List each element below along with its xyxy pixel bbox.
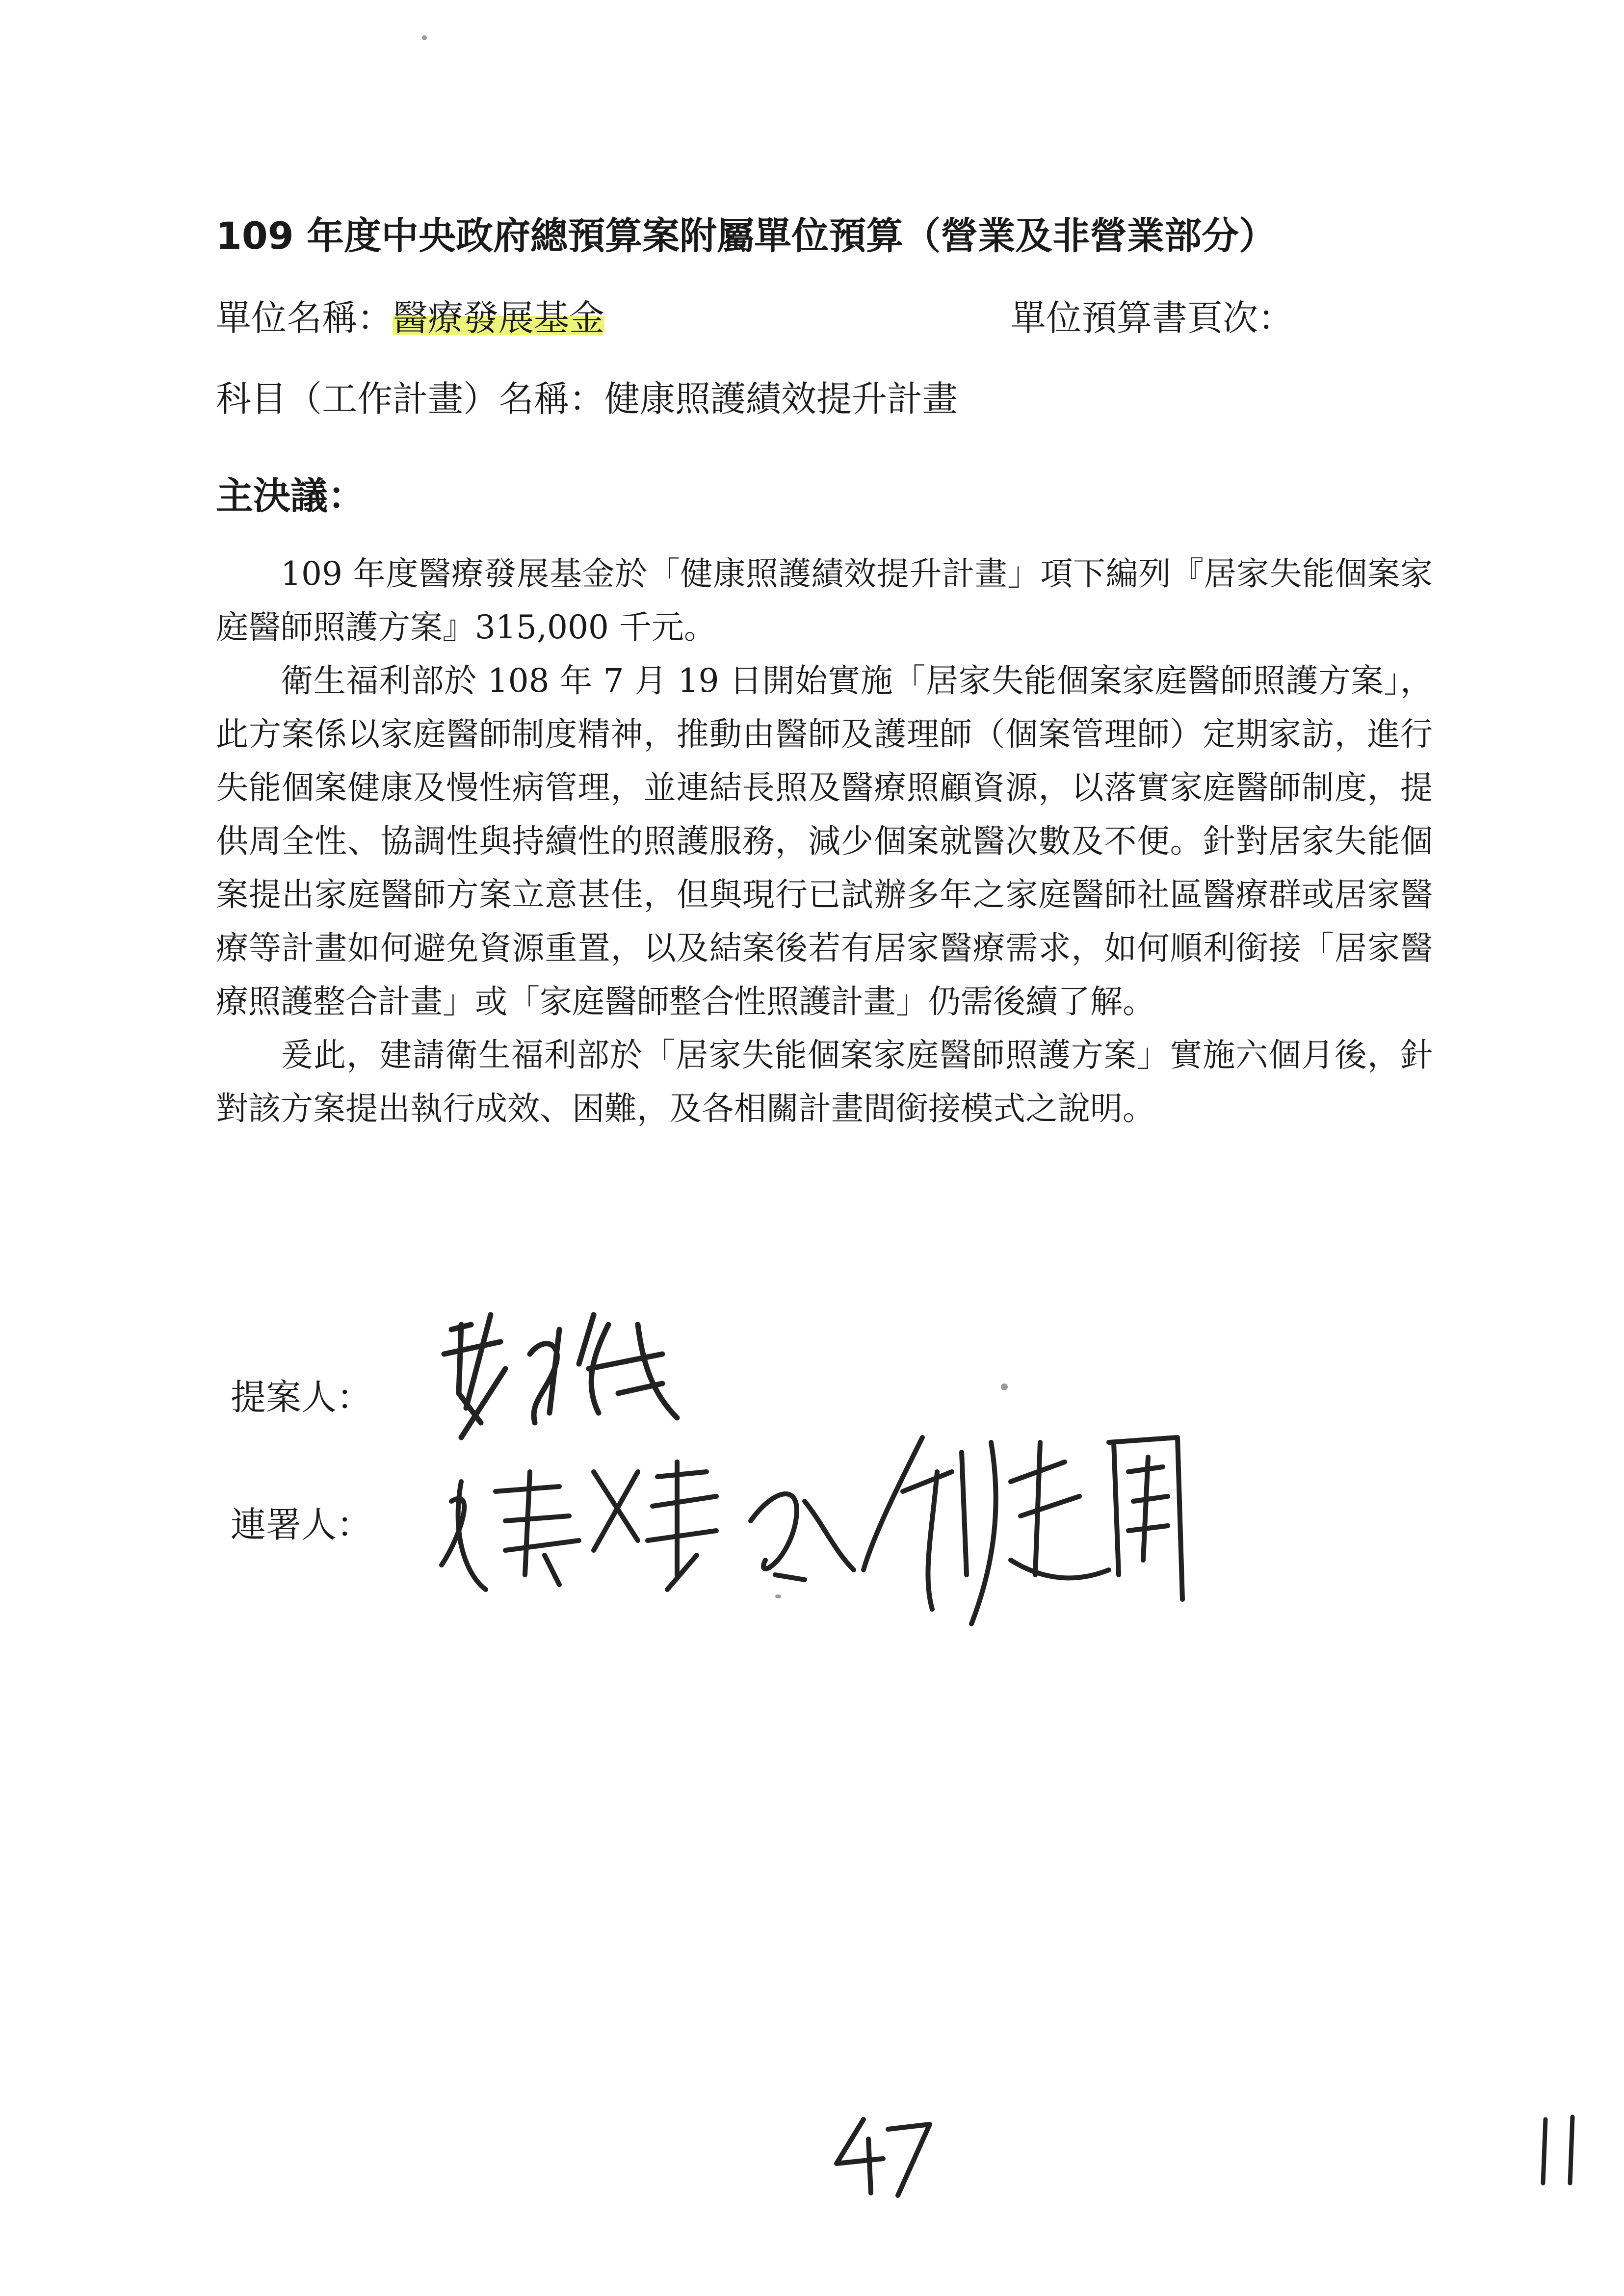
subject-name: 健康照護績效提升計畫 <box>604 378 958 419</box>
page-title: 109 年度中央政府總預算案附屬單位預算（營業及非營業部分） <box>216 214 1277 258</box>
handwritten-corner-mark <box>1531 2110 1590 2195</box>
paragraph: 爰此，建請衛生福利部於「居家失能個案家庭醫師照護方案」實施六個月後，針對該方案提出執行成效、困難，及各相關計畫間銜接模式之說明。 <box>216 1036 1433 1127</box>
cosigner-label: 連署人： <box>231 1504 372 1545</box>
scan-speck <box>775 1594 781 1598</box>
unit-name: 醫療發展基金 <box>393 297 605 339</box>
resolution-body <box>216 547 1433 1135</box>
unit-row <box>216 289 1492 340</box>
scan-speck <box>1001 1383 1008 1390</box>
unit-label: 單位名稱： <box>216 297 393 339</box>
resolution-heading: 主決議： <box>216 474 365 518</box>
page-ref-label: 單位預算書頁次： <box>1011 297 1294 339</box>
cosigner-signature <box>432 1413 1197 1639</box>
subject-label: 科目（工作計畫）名稱： <box>216 378 605 419</box>
paragraph: 109 年度醫療發展基金於「健康照護績效提升計畫」項下編列『居家失能個案家庭醫師照護方案』315,000 千元。 <box>216 555 1433 646</box>
subject-row <box>216 370 1492 421</box>
proposer-label: 提案人： <box>231 1377 372 1418</box>
handwritten-page-number <box>829 2110 937 2200</box>
scan-speck <box>422 35 427 40</box>
paragraph: 衛生福利部於 108 年 7 月 19 日開始實施「居家失能個案家庭醫師照護方案」，此方案係以家庭醫師制度精神，推動由醫師及護理師（個案管理師）定期家訪，進行失能個案健康及慢性病管理，並連結長照及醫療照顧資源，以落實家庭醫師制度，提供周全性、協調性與持續性的照護服務，減少個案就醫次數及不便。針對居家失能個案提出家庭醫師方案立意甚佳，但與現行已試辦多年之家庭醫師社區醫療群或居家醫療等計畫如何避免資源重置，以及結案後若有居家醫療需求，如何順利銜接「居家醫療照護整合計畫」或「家庭醫師整合性照護計畫」仍需後續了解。 <box>216 662 1433 1020</box>
